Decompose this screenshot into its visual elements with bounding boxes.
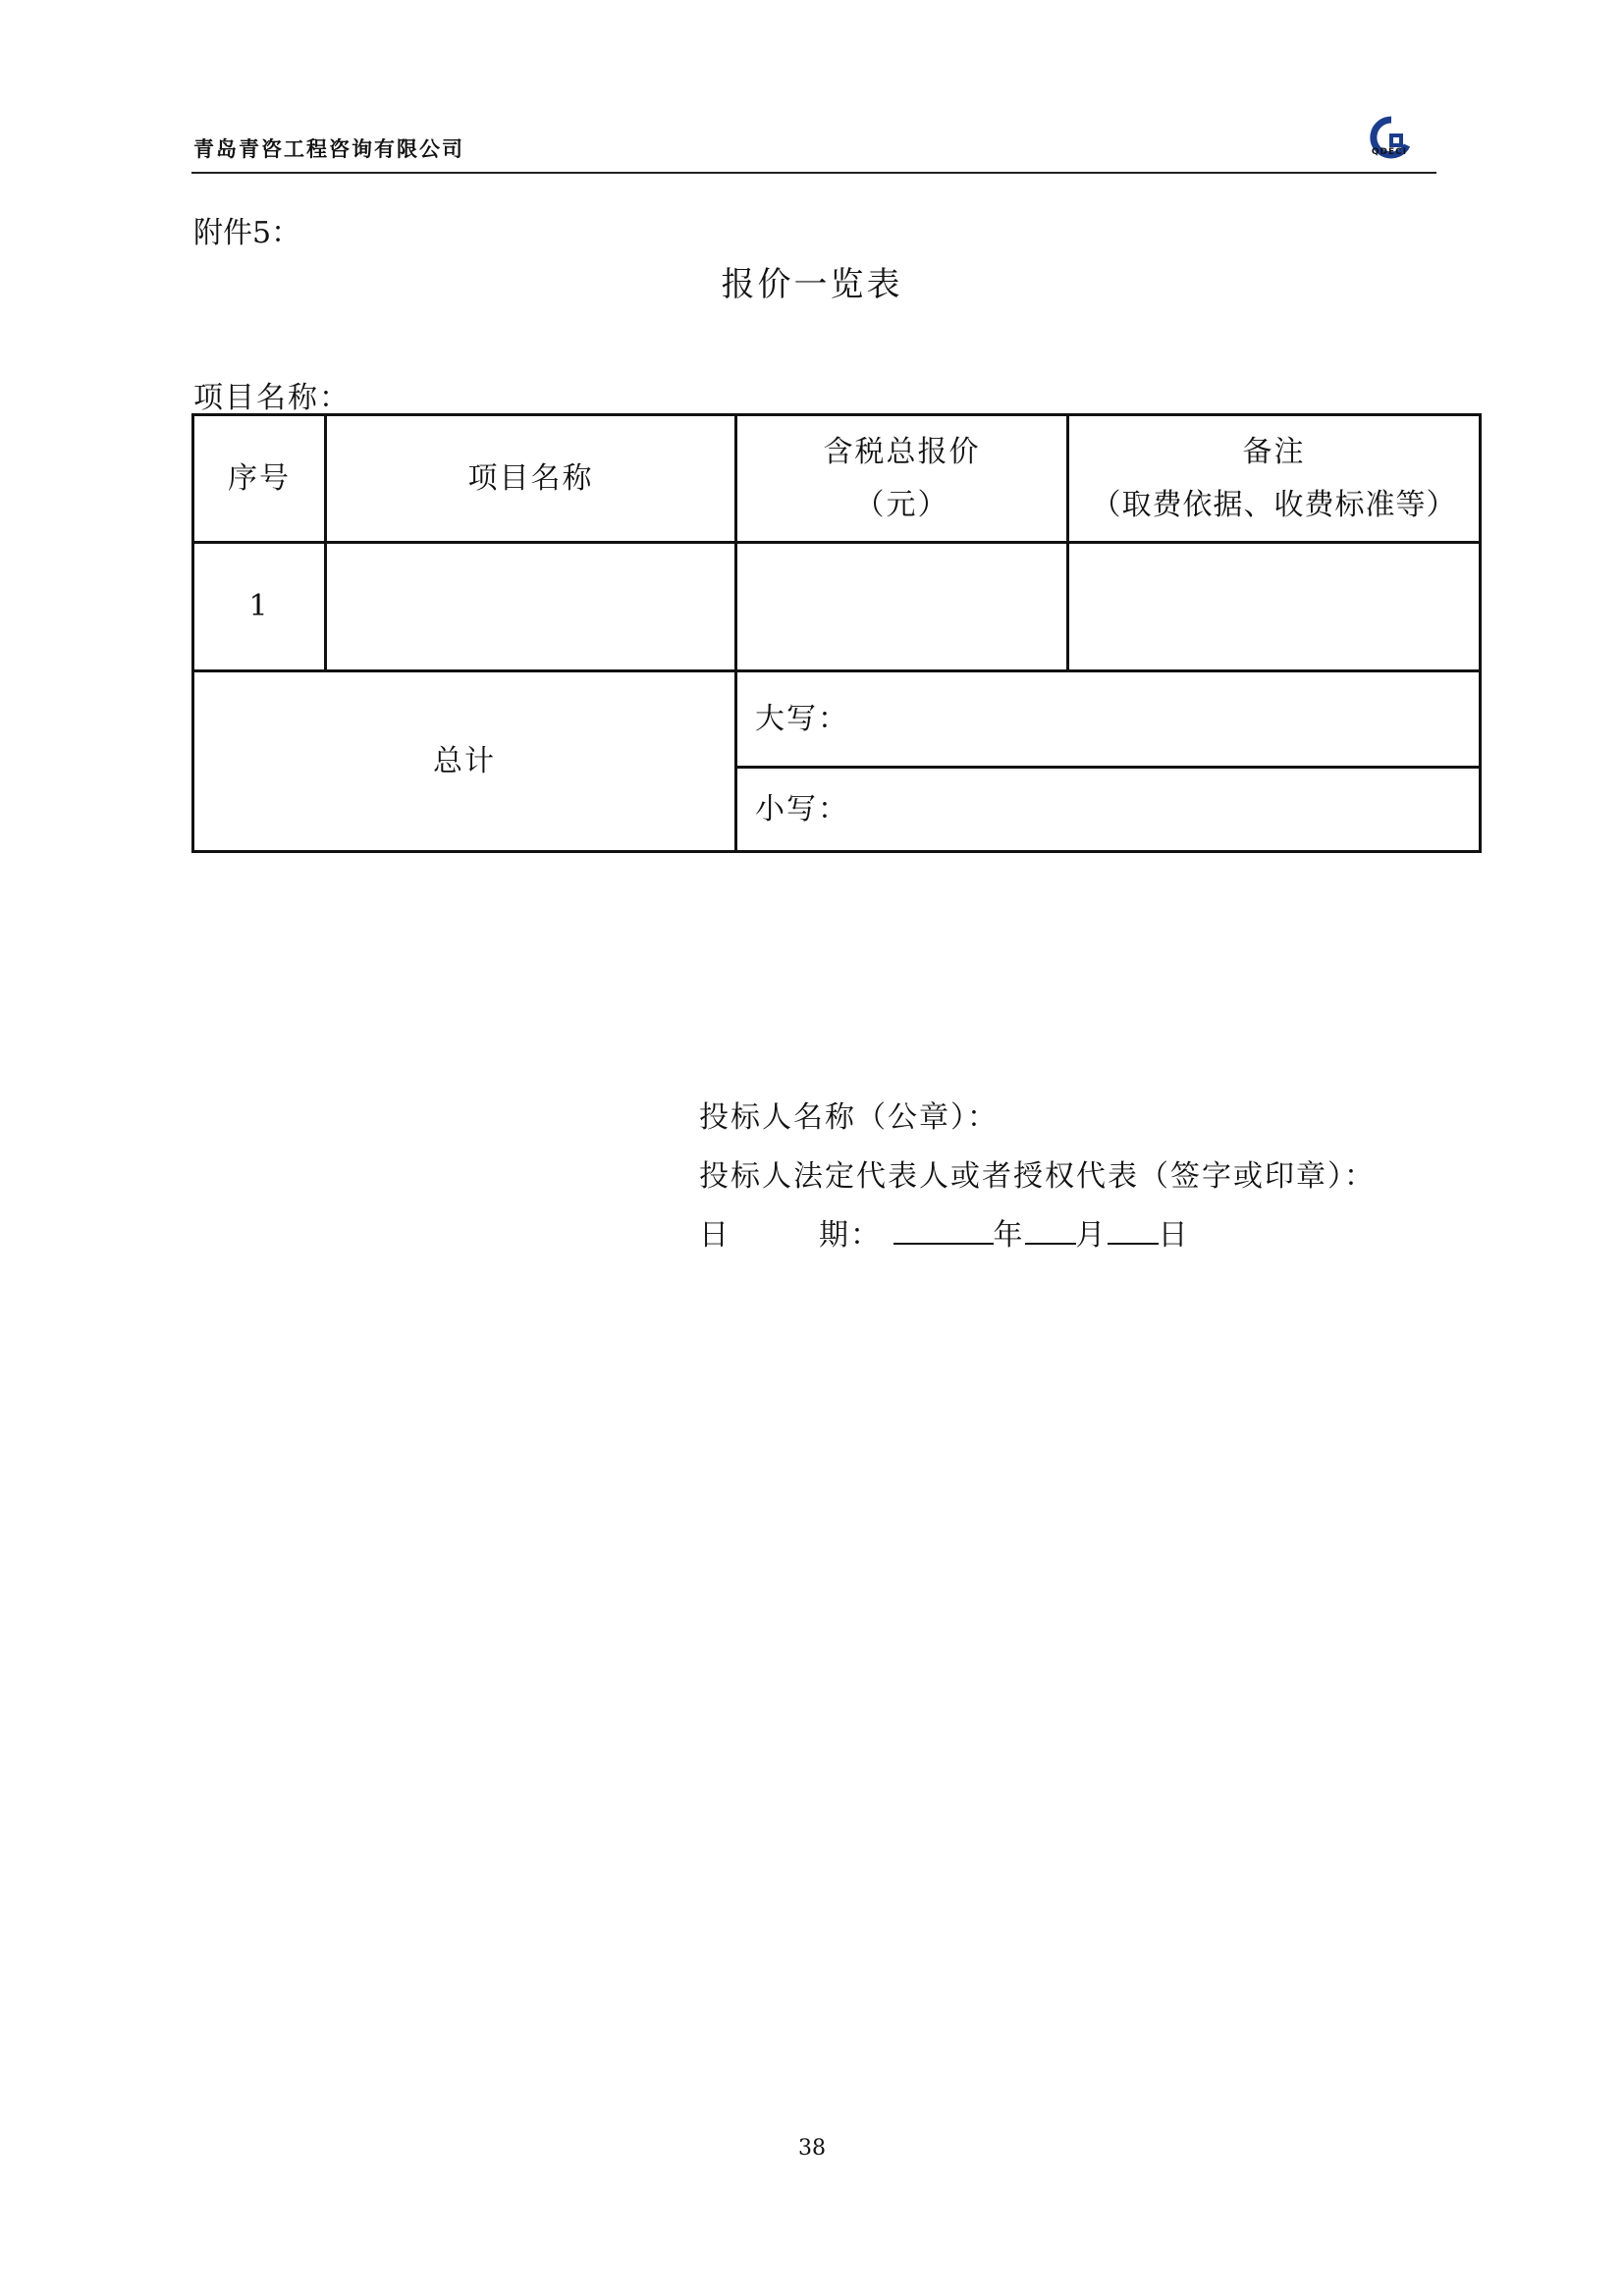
row-price[interactable] xyxy=(736,543,1068,671)
lowercase-label: 小写： xyxy=(755,791,849,827)
total-lowercase-field[interactable] xyxy=(736,768,1481,852)
logo-text: QDECI xyxy=(1371,147,1408,157)
header-price xyxy=(736,415,1068,543)
page-number: 38 xyxy=(798,2136,826,2161)
header-remark xyxy=(1068,415,1481,543)
company-name: 青岛青咨工程咨询有限公司 xyxy=(193,137,464,161)
row-item-name[interactable] xyxy=(326,543,736,671)
row-remark[interactable] xyxy=(1068,543,1481,671)
day-label: 日 xyxy=(1158,1218,1190,1253)
date-label-2: 期： xyxy=(819,1218,882,1253)
date-line xyxy=(699,1210,1190,1254)
header-item-name: 项目名称 xyxy=(326,415,736,543)
header-price-line1: 含税总报价 xyxy=(823,434,981,469)
total-row-uppercase xyxy=(193,671,1481,768)
quote-table xyxy=(191,413,1482,853)
date-label-1: 日 xyxy=(699,1218,731,1253)
bidder-name-line: 投标人名称（公章）： xyxy=(699,1100,999,1135)
table-header-row xyxy=(193,415,1481,543)
header-remark-line2: （取费依据、收费标准等） xyxy=(1091,487,1457,522)
representative-line: 投标人法定代表人或者授权代表（签字或印章）： xyxy=(699,1159,1376,1194)
row-seq: 1 xyxy=(193,543,326,671)
header-price-line2: （元） xyxy=(854,487,949,522)
table-row xyxy=(193,543,1481,671)
attachment-label: 附件5： xyxy=(193,216,301,250)
month-blank[interactable] xyxy=(1025,1217,1076,1245)
page-title: 报价一览表 xyxy=(721,265,903,304)
header-remark-line1: 备注 xyxy=(1242,434,1306,469)
total-uppercase-field[interactable] xyxy=(736,671,1481,768)
project-name-label: 项目名称： xyxy=(193,381,351,415)
year-label: 年 xyxy=(993,1218,1025,1253)
total-label: 总计 xyxy=(193,671,736,852)
month-label: 月 xyxy=(1075,1218,1108,1253)
header-seq: 序号 xyxy=(193,415,326,543)
year-blank[interactable] xyxy=(893,1217,994,1245)
uppercase-label: 大写： xyxy=(755,701,849,736)
header-rule xyxy=(191,172,1436,174)
day-blank[interactable] xyxy=(1108,1217,1159,1245)
